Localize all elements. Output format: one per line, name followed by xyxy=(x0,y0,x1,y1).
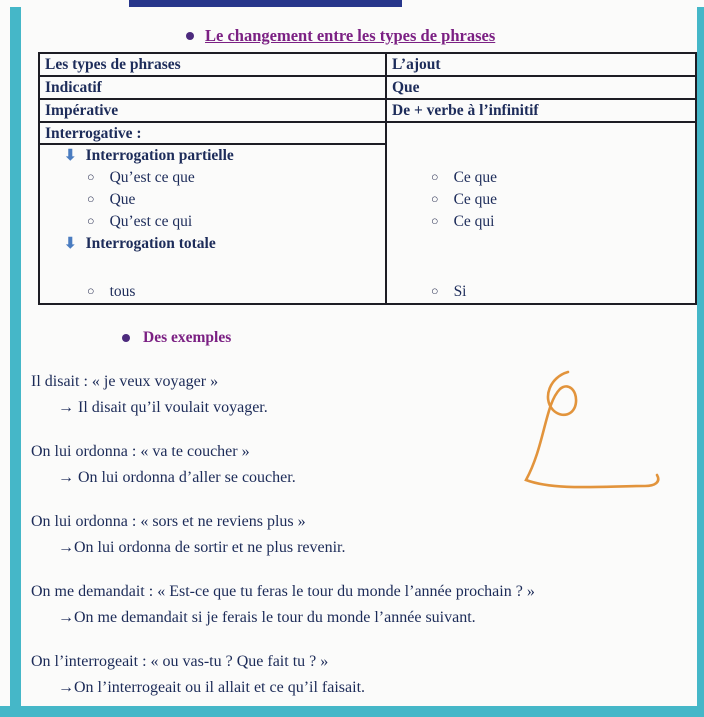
circle-bullet-icon: ○ xyxy=(87,214,95,228)
example-item xyxy=(31,579,687,631)
down-arrow-icon: ⬇ xyxy=(64,148,77,164)
item-left xyxy=(40,167,385,189)
table-row-item xyxy=(40,167,695,189)
circle-bullet-icon: ○ xyxy=(431,284,439,298)
example-result: →On me demandait si je ferais le tour du monde l’année suivant. xyxy=(58,609,476,626)
item-right-text: Ce qui xyxy=(453,213,495,230)
sub-label xyxy=(40,233,385,255)
row-label: Indicatif xyxy=(45,79,102,96)
table-row-interrogative xyxy=(40,123,695,145)
example-source: Il disait : « je veux voyager » xyxy=(31,373,219,390)
item-right xyxy=(385,189,695,211)
examples-heading xyxy=(122,329,231,347)
page-border-left xyxy=(10,7,21,717)
example-result: → Il disait qu’il voulait voyager. xyxy=(58,399,268,416)
example-result: →On lui ordonna de sortir et ne plus revenir. xyxy=(58,539,346,556)
item-right-text: Si xyxy=(453,283,467,300)
table-row-item xyxy=(40,281,695,303)
row-value: De + verbe à l’infinitif xyxy=(392,102,539,119)
sub-label xyxy=(40,145,385,167)
examples-list xyxy=(31,369,687,717)
row-value-empty xyxy=(385,123,695,145)
totale-label: Interrogation totale xyxy=(85,235,216,252)
bullet-icon xyxy=(186,32,194,40)
circle-bullet-icon: ○ xyxy=(87,170,95,184)
partielle-label: Interrogation partielle xyxy=(85,147,234,164)
item-right-text: Ce que xyxy=(453,169,498,186)
item-left-text: tous xyxy=(109,283,136,300)
example-item xyxy=(31,509,687,561)
phrase-types-table xyxy=(38,52,697,305)
example-item xyxy=(31,649,687,701)
page-border-right xyxy=(697,7,704,717)
examples-heading-text: Des exemples xyxy=(143,329,232,346)
table-header-right: L’ajout xyxy=(392,56,441,73)
table-row-partielle-label xyxy=(40,145,695,167)
example-result: →On l’interrogeait ou il allait et ce qu’il faisait. xyxy=(58,679,366,696)
down-arrow-icon: ⬇ xyxy=(64,236,77,252)
item-left xyxy=(40,281,385,303)
table-row-item xyxy=(40,211,695,233)
item-right xyxy=(385,281,695,303)
example-source: On me demandait : « Est-ce que tu feras le tour du monde l’année prochain ? » xyxy=(31,583,535,600)
table-row-imperative xyxy=(40,100,695,123)
top-blue-bar xyxy=(129,0,402,7)
row-value-empty xyxy=(385,145,695,167)
item-left-text: Qu’est ce qui xyxy=(109,213,193,230)
row-label: Impérative xyxy=(45,102,119,119)
bullet-icon xyxy=(122,334,130,342)
item-right-text: Ce que xyxy=(453,191,498,208)
page-title: Le changement entre les types de phrases xyxy=(205,26,496,45)
spacer-cell xyxy=(40,255,385,281)
row-value-empty xyxy=(385,233,695,255)
circle-bullet-icon: ○ xyxy=(431,170,439,184)
item-left-text: Qu’est ce que xyxy=(109,169,195,186)
circle-bullet-icon: ○ xyxy=(87,192,95,206)
item-left-text: Que xyxy=(109,191,136,208)
item-right xyxy=(385,211,695,233)
row-value: Que xyxy=(392,79,420,96)
circle-bullet-icon: ○ xyxy=(431,192,439,206)
item-left xyxy=(40,189,385,211)
example-item xyxy=(31,369,687,421)
section-title xyxy=(186,26,495,46)
table-row-indicatif xyxy=(40,77,695,100)
table-row-item xyxy=(40,189,695,211)
table-row-totale-label xyxy=(40,233,695,255)
spacer-cell xyxy=(385,255,695,281)
example-result: → On lui ordonna d’aller se coucher. xyxy=(58,469,296,486)
item-right xyxy=(385,167,695,189)
table-column-divider xyxy=(385,54,387,303)
example-source: On lui ordonna : « va te coucher » xyxy=(31,443,250,460)
table-header-left: Les types de phrases xyxy=(45,56,181,73)
example-source: On lui ordonna : « sors et ne reviens plus » xyxy=(31,513,306,530)
circle-bullet-icon: ○ xyxy=(431,214,439,228)
row-label: Interrogative : xyxy=(40,123,385,145)
example-source: On l’interrogeait : « ou vas-tu ? Que fait tu ? » xyxy=(31,653,329,670)
table-header-row xyxy=(40,54,695,77)
example-item xyxy=(31,439,687,491)
item-left xyxy=(40,211,385,233)
circle-bullet-icon: ○ xyxy=(87,284,95,298)
table-spacer-row xyxy=(40,255,695,281)
